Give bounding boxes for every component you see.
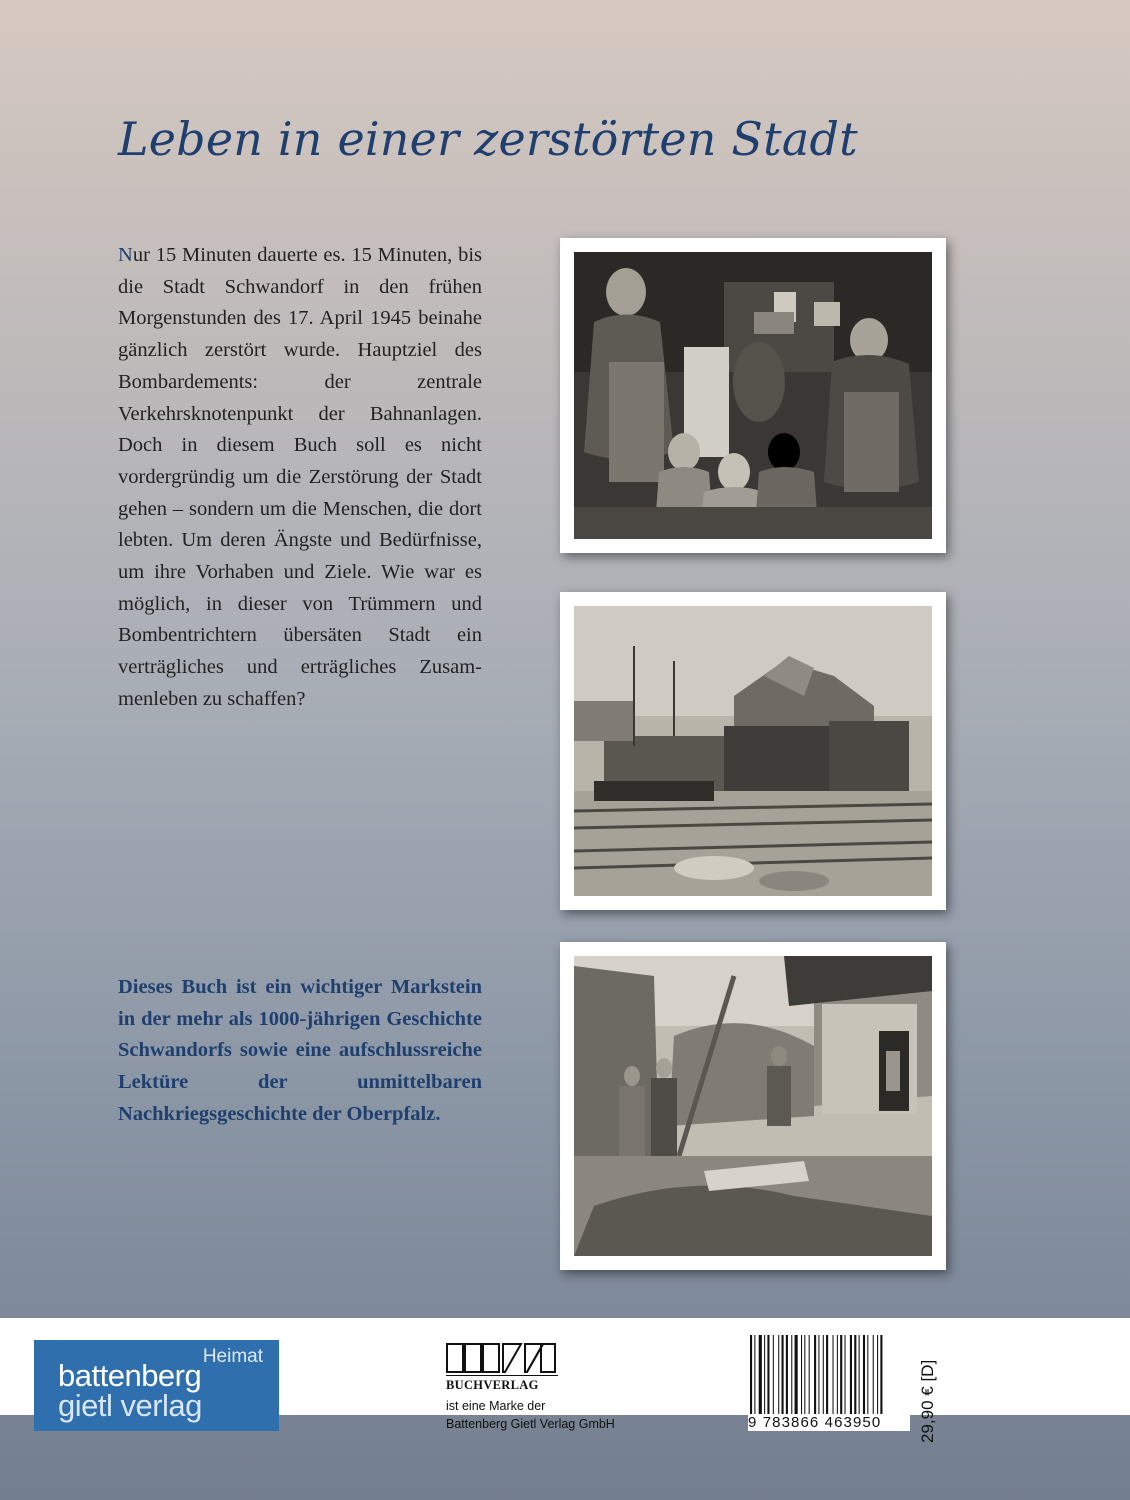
blurb-dropcap: N bbox=[118, 244, 133, 266]
logo-heimat: Heimat bbox=[202, 1346, 263, 1367]
barcode-bar bbox=[791, 1335, 792, 1415]
barcode-bar bbox=[767, 1335, 769, 1415]
imprint-line-2: Battenberg Gietl Verlag GmbH bbox=[446, 1417, 615, 1431]
barcode-bar bbox=[754, 1335, 755, 1415]
barcode-bar bbox=[877, 1335, 878, 1415]
barcode-bar bbox=[801, 1335, 802, 1415]
photo-family-image bbox=[574, 252, 932, 539]
barcode-digits: 9 783866 463950 bbox=[748, 1414, 910, 1431]
barcode-bar bbox=[826, 1335, 828, 1415]
barcode-bar bbox=[773, 1335, 774, 1415]
book-title: Leben in einer zerstörten Stadt bbox=[118, 112, 858, 166]
photo-family bbox=[560, 238, 946, 553]
photo-railway bbox=[560, 592, 946, 910]
blurb-text bbox=[118, 240, 482, 716]
barcode-bar bbox=[778, 1335, 779, 1415]
highlight-text: Dieses Buch ist ein wichtiger Markstein in der mehr als 1000-jährigen Geschichte Schwandorfs sowie eine aufschlussreiche Lektüre der unmittelbaren Nachkriegsgeschichte der Oberpfalz. bbox=[118, 976, 482, 1125]
barcode-bar bbox=[880, 1335, 882, 1415]
barcode-bar bbox=[750, 1335, 752, 1415]
barcode-bar bbox=[837, 1335, 838, 1415]
barcode-bar bbox=[809, 1335, 810, 1415]
barcode-bar bbox=[759, 1335, 762, 1415]
barcode-bar bbox=[873, 1335, 874, 1415]
barcode-bar bbox=[863, 1335, 865, 1415]
barcode-bar bbox=[850, 1335, 852, 1415]
barcode-bar bbox=[859, 1335, 860, 1415]
logo-gietl: gietl verlag bbox=[58, 1388, 202, 1423]
barcode-bar bbox=[854, 1335, 856, 1415]
photo-ruins-image bbox=[574, 956, 932, 1256]
imprint-word: BUCHVERLAG bbox=[446, 1375, 558, 1393]
photo-railway-image bbox=[574, 606, 932, 896]
blurb-body: ur 15 Minuten dauerte es. 15 Minuten, bis die Stadt Schwandorf in den frühen Morgenstunden des 17. April 1945 beinahe gänzlich zerstört wurde. Hauptziel des Bombardements: der zentrale Verkehrsknotenpunkt der Bahnanlagen. Doch in diesem Buch soll es nicht vordergründig um die Zerstörung der Stadt gehen – sondern um die Menschen, die dort lebten. Um deren Ängste und Bedürfnisse, um ihre Vorhaben und Ziele. Wie war es möglich, in dieser von Trümmern und Bombentrichtern übersäten Stadt ein verträgliches und erträgliches Zusammenleben zu schaffen? bbox=[118, 244, 482, 710]
barcode-bar bbox=[867, 1335, 868, 1415]
logo-battenberg: battenberg bbox=[58, 1358, 202, 1393]
barcode-bar bbox=[818, 1335, 819, 1415]
barcode-bar bbox=[795, 1335, 798, 1415]
barcode-bar bbox=[845, 1335, 846, 1415]
publisher-logo bbox=[34, 1340, 279, 1431]
price-label: 29,90 € [D] bbox=[918, 1359, 937, 1443]
barcode-bar bbox=[764, 1335, 765, 1415]
barcode-bar bbox=[804, 1335, 805, 1415]
barcode-bar bbox=[823, 1335, 824, 1415]
mz-logo-icon bbox=[446, 1343, 556, 1373]
barcode-bar bbox=[833, 1335, 834, 1415]
imprint-line-1: ist eine Marke der bbox=[446, 1399, 546, 1413]
barcode-bar bbox=[786, 1335, 788, 1415]
barcode-bar bbox=[814, 1335, 816, 1415]
photo-ruins bbox=[560, 942, 946, 1270]
barcode-bar bbox=[782, 1335, 784, 1415]
barcode-bar bbox=[840, 1335, 842, 1415]
